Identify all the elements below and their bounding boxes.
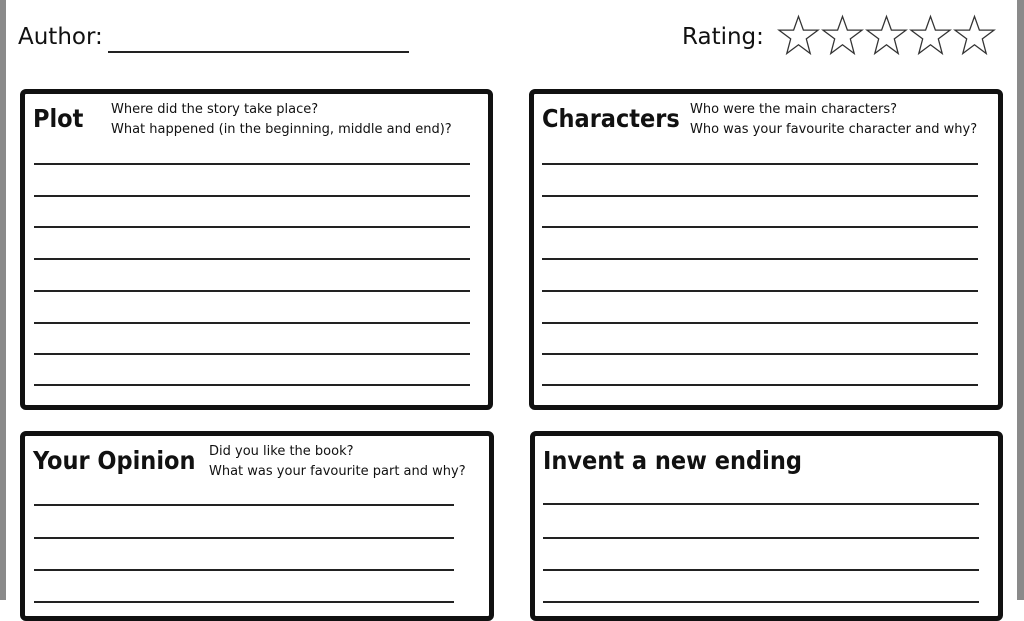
plot-question-2: What happened (in the beginning, middle and end)?	[111, 122, 452, 137]
author-write-line[interactable]	[108, 51, 409, 53]
write-line[interactable]	[34, 504, 454, 506]
rating-label: Rating:	[682, 24, 764, 50]
write-line[interactable]	[542, 322, 978, 324]
write-line[interactable]	[34, 569, 454, 571]
author-label: Author:	[18, 24, 103, 50]
write-line[interactable]	[34, 290, 470, 292]
write-line[interactable]	[542, 384, 978, 386]
write-line[interactable]	[34, 195, 470, 197]
characters-question-1: Who were the main characters?	[690, 102, 898, 117]
write-line[interactable]	[542, 258, 978, 260]
plot-title: Plot	[33, 104, 84, 133]
write-line[interactable]	[34, 353, 470, 355]
write-line[interactable]	[543, 537, 979, 539]
write-line[interactable]	[543, 503, 979, 505]
write-line[interactable]	[543, 569, 979, 571]
write-line[interactable]	[542, 226, 978, 228]
write-line[interactable]	[542, 163, 978, 165]
star-icon[interactable]	[909, 14, 952, 56]
write-line[interactable]	[34, 384, 470, 386]
write-line[interactable]	[34, 258, 470, 260]
plot-question-1: Where did the story take place?	[111, 102, 319, 117]
page-frame-right	[1017, 0, 1024, 600]
opinion-question-2: What was your favourite part and why?	[209, 464, 466, 479]
opinion-title: Your Opinion	[33, 446, 196, 475]
opinion-panel	[20, 431, 494, 621]
write-line[interactable]	[543, 601, 979, 603]
write-line[interactable]	[34, 226, 470, 228]
star-icon[interactable]	[865, 14, 908, 56]
star-icon[interactable]	[821, 14, 864, 56]
characters-title: Characters	[542, 104, 680, 133]
opinion-question-1: Did you like the book?	[209, 444, 354, 459]
write-line[interactable]	[34, 322, 470, 324]
page-frame-left	[0, 0, 6, 600]
star-icon[interactable]	[777, 14, 820, 56]
write-line[interactable]	[542, 290, 978, 292]
write-line[interactable]	[34, 601, 454, 603]
new-ending-title: Invent a new ending	[543, 446, 802, 475]
write-line[interactable]	[34, 537, 454, 539]
write-line[interactable]	[542, 353, 978, 355]
rating-stars	[777, 14, 997, 56]
new-ending-panel	[530, 431, 1003, 621]
write-line[interactable]	[542, 195, 978, 197]
write-line[interactable]	[34, 163, 470, 165]
plot-panel	[20, 89, 493, 410]
characters-question-2: Who was your favourite character and why?	[690, 122, 978, 137]
characters-panel	[529, 89, 1003, 410]
star-icon[interactable]	[953, 14, 996, 56]
